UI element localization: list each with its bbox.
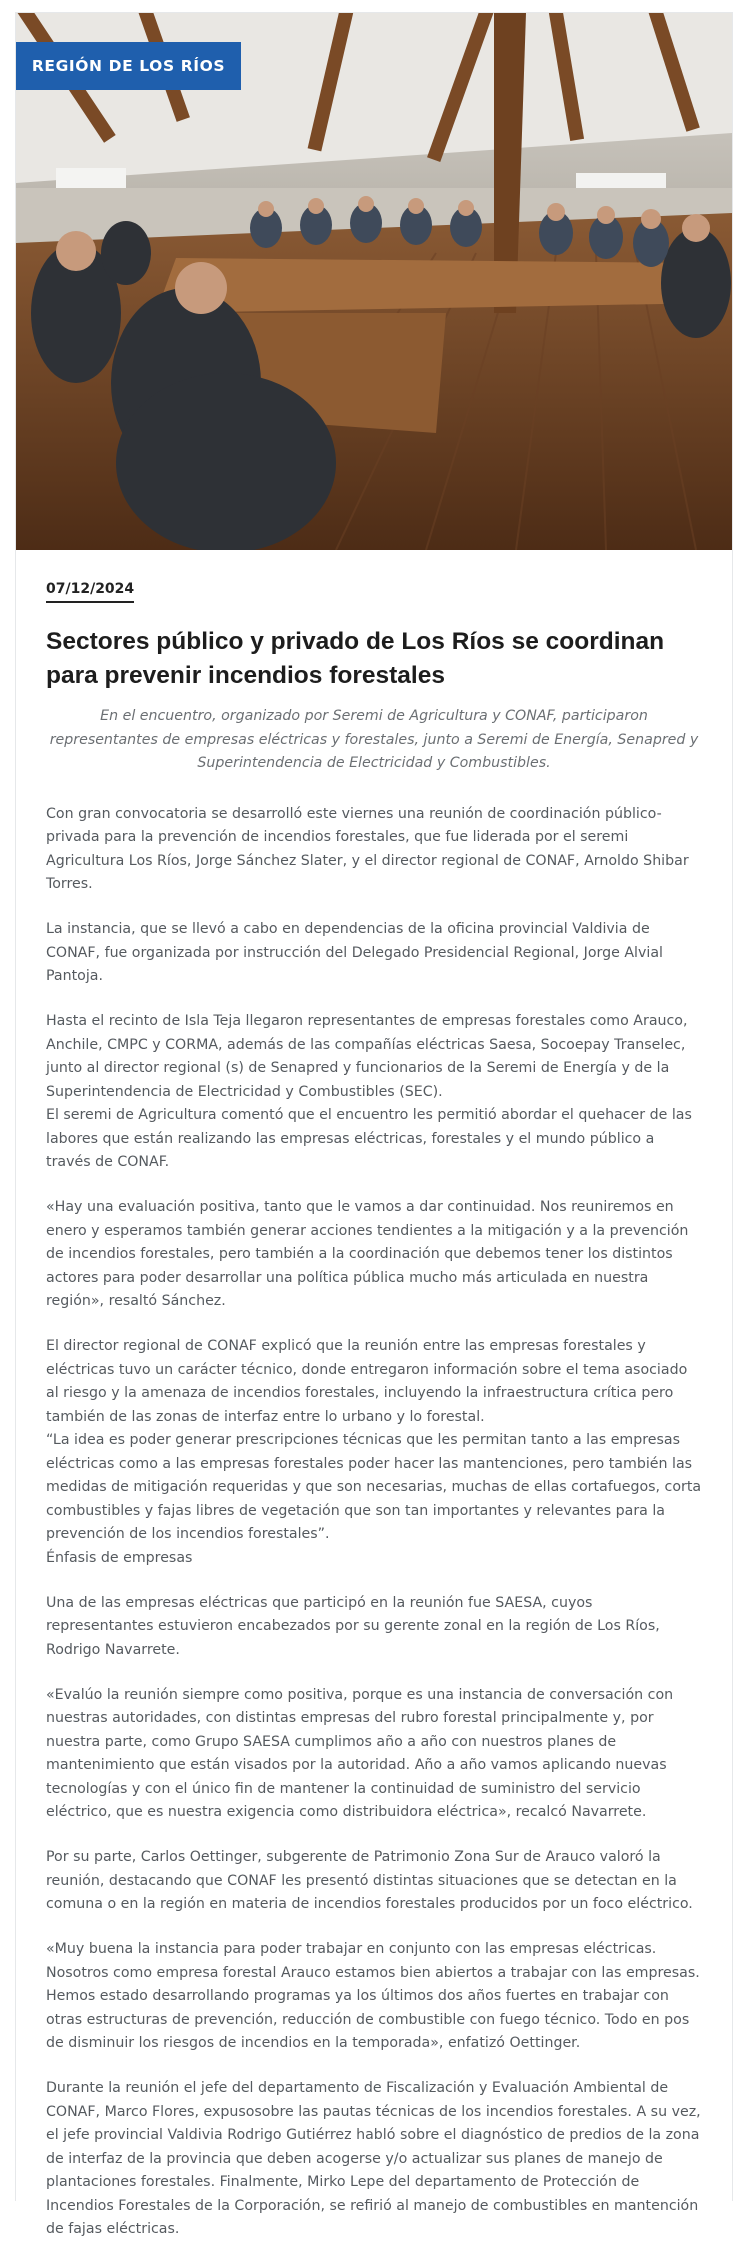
body-paragraph: «Muy buena la instancia para poder trabajar en conjunto con las empresas eléctricas. Nosotros como empresa forestal Arauco estamos bien abiertos a trabajar con las empresas. Hemos estado desarrollando programas ya los últimos dos años fuertes en trabajar con otras estructuras de prevención, reducción de combustible con fuego técnico. Todo en pos de disminuir los riesgos de incendios en la temporada», enfatizó Oettinger. bbox=[46, 1941, 700, 2051]
article-body bbox=[46, 803, 702, 2242]
body-paragraph: Por su parte, Carlos Oettinger, subgerente de Patrimonio Zona Sur de Arauco valoró la reunión, destacando que CONAF les presentó distintas situaciones que se detectan en la comuna o en la región en materia de incendios forestales producidos por un foco eléctrico. bbox=[46, 1849, 693, 1912]
meeting-room-photo bbox=[16, 13, 732, 550]
body-paragraph: «Hay una evaluación positiva, tanto que le vamos a dar continuidad. Nos reuniremos en enero y esperamos también generar acciones tendientes a la mitigación y a la prevención de incendios forestales, pero también a la coordinación que debemos tener los distintos actores para poder desarrollar una política pública mucho más articulada en nuestra región», resaltó Sánchez. bbox=[46, 1199, 689, 1309]
body-paragraph: «Evalúo la reunión siempre como positiva, porque es una instancia de conversación con nuestras autoridades, con distintas empresas del rubro forestal principalmente y, por nuestra parte, como Grupo SAESA cumplimos año a año con nuestros planes de mantenimiento que están visados por la autoridad. Año a año vamos aplicando nuevas tecnologías y con el único fin de mantener la continuidad de suministro del servicio eléctrico, que es nuestra exigencia como distribuidora eléctrica», recalcó Navarrete. bbox=[46, 1686, 674, 1820]
article-card bbox=[15, 12, 733, 2237]
body-paragraph: Con gran convocatoria se desarrolló este viernes una reunión de coordinación público-privada para la prevención de incendios forestales, que fue liderada por el seremi Agricultura Los Ríos, Jorge Sánchez Slater, y el director regional de CONAF, Arnoldo Shibar Torres. bbox=[46, 805, 689, 892]
body-paragraph: El director regional de CONAF explicó que la reunión entre las empresas forestales y eléctricas tuvo un carácter técnico, donde entregaron información sobre el tema asociado al riesgo y la amenaza de incendios forestales, incluyendo la infraestructura crítica pero también de las zonas de interfaz entre lo urbano y lo forestal. “La idea es poder generar prescripciones técnicas que les permitan tanto a las empresas eléctricas como a las empresas forestales poder hacer las mantenciones, pero también las medidas de mitigación requeridas y que son necesarias, muchas de ellas cortafuegos, corta combustibles y fajas libres de vegetación que son tan importantes y relevantes para la prevención de los incendios forestales”. Énfasis de empresas bbox=[46, 1338, 702, 1566]
body-paragraph: La instancia, que se llevó a cabo en dependencias de la oficina provincial Valdivia de CONAF, fue organizada por instrucción del Delegado Presidencial Regional, Jorge Alvial Pantoja. bbox=[46, 921, 663, 984]
article-content bbox=[16, 550, 732, 2242]
publish-date: 07/12/2024 bbox=[46, 581, 134, 603]
hero-photo bbox=[16, 13, 732, 550]
region-badge[interactable]: REGIÓN DE LOS RÍOS bbox=[16, 42, 241, 90]
body-paragraph: Hasta el recinto de Isla Teja llegaron representantes de empresas forestales como Arauco, Anchile, CMPC y CORMA, además de las compañías eléctricas Saesa, Socoepay Transelec, junto al director regional (s) de Senapred y funcionarios de la Seremi de Energía y de la Superintendencia de Electricidad y Combustibles (SEC). El seremi de Agricultura comentó que el encuentro les permitió abordar el quehacer de las labores que están realizando las empresas eléctricas, forestales y el mundo público a través de CONAF. bbox=[46, 1013, 692, 1170]
body-paragraph: Una de las empresas eléctricas que participó en la reunión fue SAESA, cuyos representantes estuvieron encabezados por su gerente zonal en la región de Los Ríos, Rodrigo Navarrete. bbox=[46, 1594, 660, 1658]
subheading-emphasis: Énfasis de empresas bbox=[46, 1549, 193, 1566]
article-lede: En el encuentro, organizado por Seremi de Agricultura y CONAF, participaron representantes de empresas eléctricas y forestales, junto a Seremi de Energía, Senapred y Superintendencia de Electricidad y Combustibles. bbox=[49, 708, 699, 771]
body-paragraph: Durante la reunión el jefe del departamento de Fiscalización y Evaluación Ambiental de CONAF, Marco Flores, expusosobre las pautas técnicas de los incendios forestales. A su vez, el jefe provincial Valdivia Rodrigo Gutiérrez habló sobre el diagnóstico de predios de la zona de interfaz de la provincia que deben acogerse y/o actualizar sus planes de manejo de plantaciones forestales. Finalmente, Mirko Lepe del departamento de Protección de Incendios Forestales de la Corporación, se refirió al manejo de combustibles en mantención de fajas eléctricas. bbox=[46, 2080, 701, 2237]
article-title: Sectores público y privado de Los Ríos se coordinan para prevenir incendios forestales bbox=[46, 628, 665, 689]
